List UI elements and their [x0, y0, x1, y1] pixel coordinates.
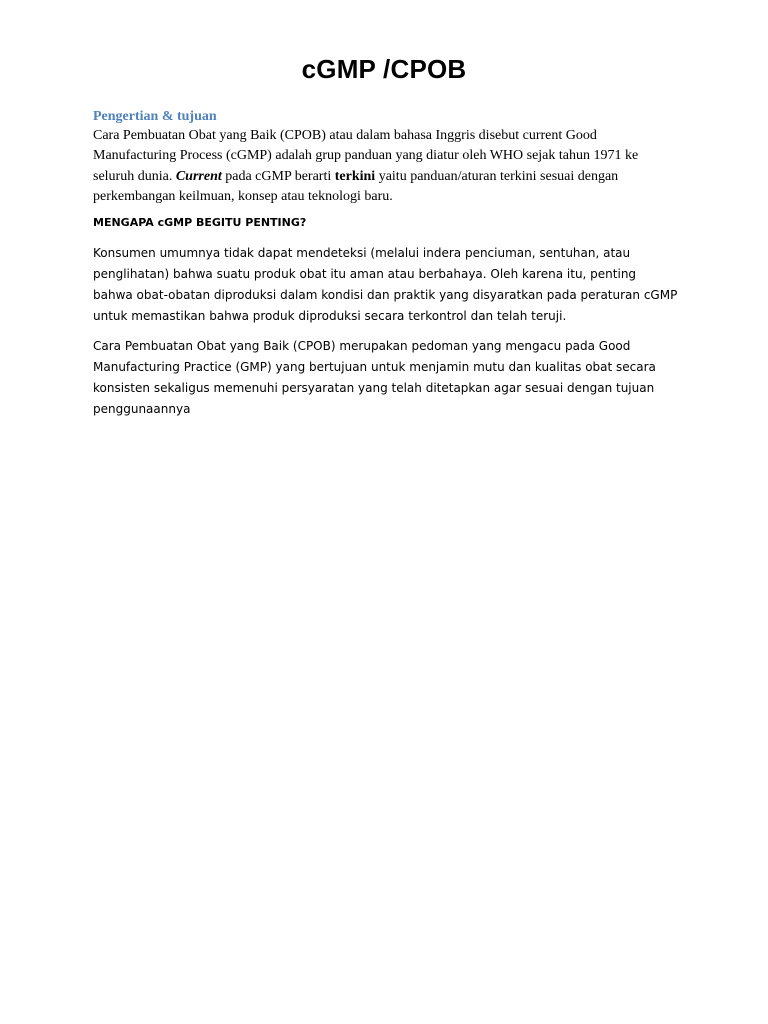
subheading-why-important: MENGAPA cGMP BEGITU PENTING? [93, 216, 307, 230]
intro-current-emphasis: Current [175, 168, 222, 184]
intro-text-part2: pada cGMP berarti [221, 168, 335, 184]
document-body [93, 108, 678, 430]
section-heading: Pengertian & tujuan [93, 109, 217, 124]
paragraph-consumers: Konsumen umumnya tidak dapat mendeteksi (melalui indera penciuman, sentuhan, atau penglihatan) bahwa suatu produk obat itu aman atau berbahaya. Oleh karena itu, penting bahwa obat-obatan diproduksi dalam kondisi dan praktik yang disyaratkan pada peraturan cGMP untuk memastikan bahwa produk diproduksi secara terkontrol dan telah teruji. [93, 246, 678, 323]
intro-text-part1: Cara Pembuatan Obat yang Baik (CPOB) atau dalam bahasa Inggris disebut current Good Manufacturing Process (cGMP) adalah grup panduan yang diatur oleh WHO sejak tahun 1971 ke seluruh dunia. [93, 128, 639, 184]
intro-terkini-strong: terkini [334, 168, 376, 184]
paragraph-cpob-definition: Cara Pembuatan Obat yang Baik (CPOB) merupakan pedoman yang mengacu pada Good Manufacturing Practice (GMP) yang bertujuan untuk menjamin mutu dan kualitas obat secara konsisten sekaligus memenuhi persyaratan yang telah ditetapkan agar sesuai dengan tujuan penggunaannya [93, 339, 656, 416]
intro-text-part3: yaitu panduan/aturan terkini sesuai dengan perkembangan keilmuan, konsep atau teknologi baru. [93, 168, 619, 204]
document-title: cGMP /CPOB [301, 54, 467, 84]
intro-paragraph [93, 126, 678, 207]
